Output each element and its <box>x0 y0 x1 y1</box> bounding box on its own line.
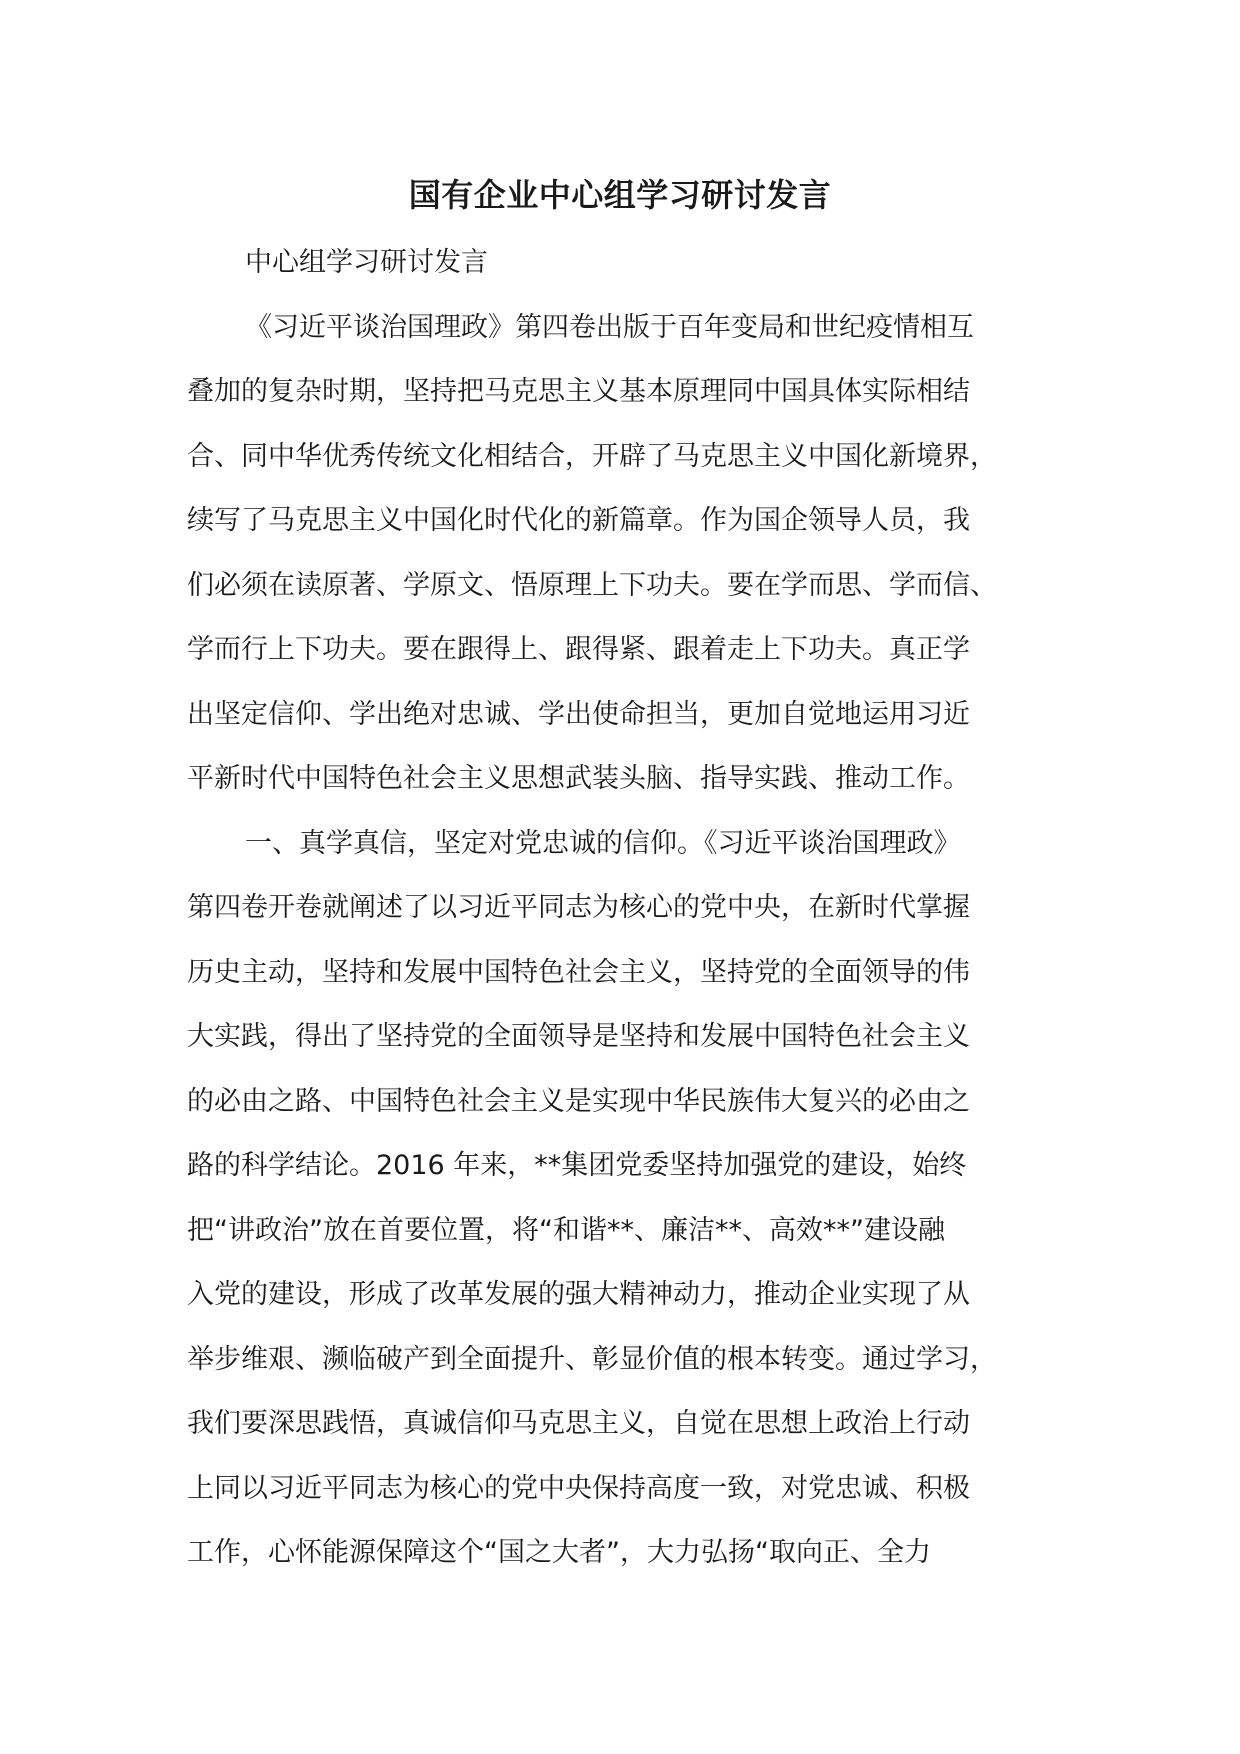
paragraph-line: 上同以习近平同志为核心的党中央保持高度一致，对党忠诚、积极 <box>187 1472 970 1504</box>
paragraph-line: 们必须在读原著、学原文、悟原理上下功夫。要在学而思、学而信、 <box>187 569 997 601</box>
paragraph-line: 把“讲政治”放在首要位置，将“和谐**、廉洁**、高效**”建设融 <box>187 1214 945 1246</box>
paragraph-line: 入党的建设，形成了改革发展的强大精神动力，推动企业实现了从 <box>187 1279 970 1310</box>
paragraph-line: 我们要深思践悟，真诚信仰马克思主义，自觉在思想上政治上行动 <box>187 1408 970 1439</box>
paragraph-line: 平新时代中国特色社会主义思想武装头脑、指导实践、推动工作。 <box>187 763 970 794</box>
paragraph-line: 第四卷开卷就阐述了以习近平同志为核心的党中央，在新时代掌握 <box>187 892 970 923</box>
paragraph-line: 路的科学结论。2016 年来，**集团党委坚持加强党的建设，始终 <box>187 1150 967 1181</box>
paragraph-line: 大实践，得出了坚持党的全面领导是坚持和发展中国特色社会主义 <box>187 1021 970 1052</box>
document-body <box>187 241 1067 1596</box>
paragraph-line: 的必由之路、中国特色社会主义是实现中华民族伟大复兴的必由之 <box>187 1085 970 1117</box>
paragraph-line: 叠加的复杂时期，坚持把马克思主义基本原理同中国具体实际相结 <box>187 376 970 407</box>
document-title: 国有企业中心组学习研讨发言 <box>408 176 832 214</box>
paragraph-line: 学而行上下功夫。要在跟得上、跟得紧、跟着走上下功夫。真正学 <box>187 634 970 665</box>
paragraph-line: 举步维艰、濒临破产到全面提升、彰显价值的根本转变。通过学习， <box>187 1343 997 1375</box>
paragraph-line: 续写了马克思主义中国化时代化的新篇章。作为国企领导人员，我 <box>187 505 970 536</box>
subtitle-line: 中心组学习研讨发言 <box>245 247 488 278</box>
section-heading-line: 一、真学真信，坚定对党忠诚的信仰。《习近平谈治国理政》 <box>245 827 961 859</box>
paragraph-line: 合、同中华优秀传统文化相结合，开辟了马克思主义中国化新境界， <box>187 440 997 472</box>
paragraph-line: 《习近平谈治国理政》第四卷出版于百年变局和世纪疫情相互 <box>245 311 974 343</box>
paragraph-line: 工作，心怀能源保障这个“国之大者”，大力弘扬“取向正、全力 <box>187 1537 931 1568</box>
paragraph-line: 历史主动，坚持和发展中国特色社会主义，坚持党的全面领导的伟 <box>187 956 970 988</box>
paragraph-line: 出坚定信仰、学出绝对忠诚、学出使命担当，更加自觉地运用习近 <box>187 698 970 730</box>
